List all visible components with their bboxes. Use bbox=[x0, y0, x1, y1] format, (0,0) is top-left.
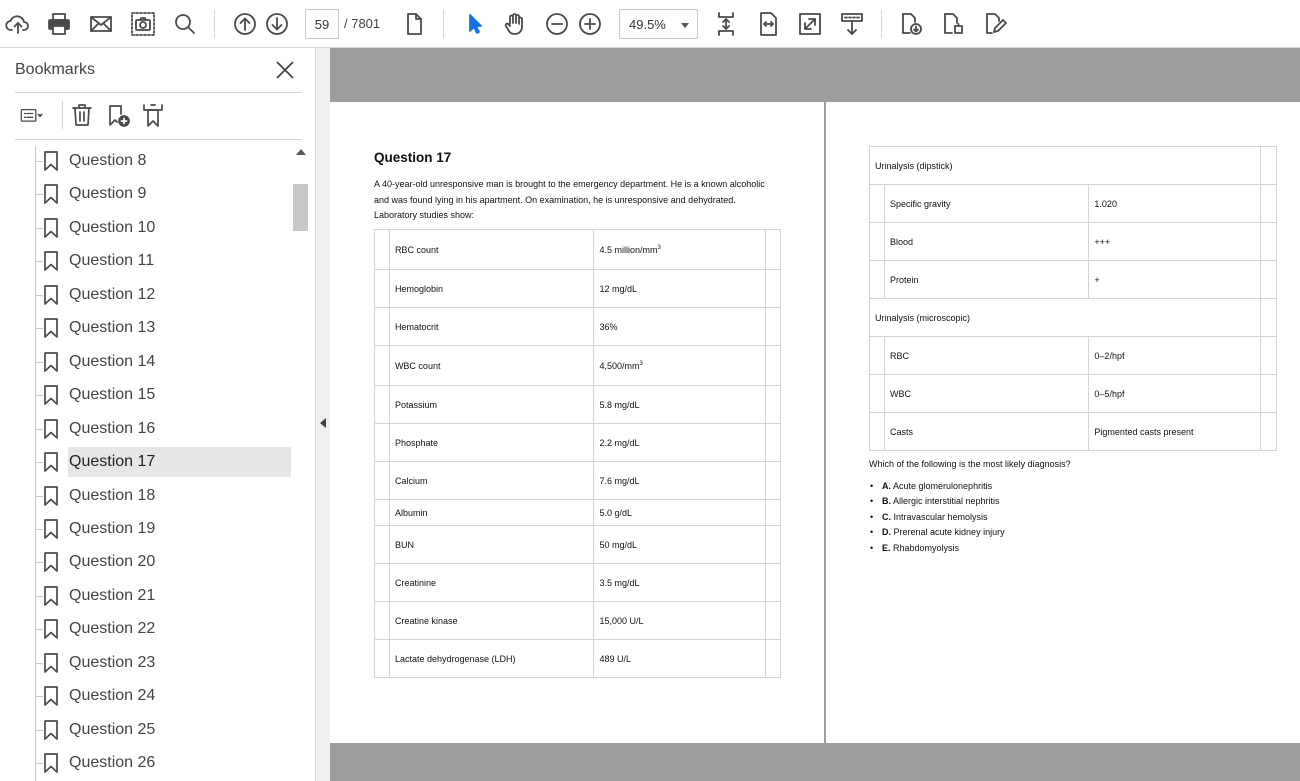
lab-name: Potassium bbox=[389, 386, 594, 424]
urinalysis-row bbox=[870, 413, 1277, 451]
answer-choice bbox=[869, 480, 1005, 495]
bookmark-item[interactable] bbox=[0, 179, 292, 209]
bookmark-label: Question 22 bbox=[69, 620, 156, 638]
zoom-in-icon[interactable] bbox=[574, 8, 606, 40]
bookmark-label: Question 17 bbox=[69, 453, 156, 471]
lab-value-text: 12 mg/dL bbox=[599, 283, 637, 294]
choice-letter: D. bbox=[882, 527, 891, 538]
lab-name: Phosphate bbox=[389, 424, 594, 462]
bookmark-label: Question 9 bbox=[69, 185, 147, 203]
answer-choice bbox=[869, 495, 1005, 510]
bookmark-label: Question 12 bbox=[69, 285, 156, 303]
bookmark-label: Question 10 bbox=[69, 218, 156, 236]
lab-name: Hemoglobin bbox=[389, 270, 594, 308]
bookmark-icon bbox=[43, 653, 59, 673]
scrollbar-thumb[interactable] bbox=[293, 184, 308, 231]
table-cell bbox=[375, 564, 390, 602]
lab-value-text: 4,500/mm bbox=[599, 360, 640, 371]
bookmark-item[interactable] bbox=[0, 146, 292, 176]
lab-name: Creatine kinase bbox=[389, 602, 594, 640]
print-icon[interactable] bbox=[43, 8, 75, 40]
test-name: RBC bbox=[884, 337, 1088, 375]
main-toolbar bbox=[0, 0, 1300, 48]
read-mode-icon[interactable] bbox=[836, 8, 868, 40]
table-cell bbox=[1261, 413, 1277, 451]
lab-row bbox=[375, 462, 781, 500]
bookmark-label: Question 19 bbox=[69, 519, 156, 537]
table-cell bbox=[766, 424, 781, 462]
table-cell bbox=[870, 375, 885, 413]
unit-superscript: 3 bbox=[639, 360, 643, 367]
lab-row bbox=[375, 270, 781, 308]
tree-connector bbox=[35, 429, 43, 430]
test-value: + bbox=[1089, 261, 1261, 299]
bookmark-icon bbox=[43, 251, 59, 271]
table-cell bbox=[1261, 147, 1277, 185]
bookmark-icon bbox=[43, 419, 59, 439]
answer-choice bbox=[869, 511, 1005, 526]
lab-value bbox=[594, 308, 766, 346]
search-icon[interactable] bbox=[169, 8, 201, 40]
urinalysis-row bbox=[870, 223, 1277, 261]
bookmark-item[interactable] bbox=[0, 481, 292, 511]
lab-name: Albumin bbox=[389, 500, 594, 526]
table-cell bbox=[766, 270, 781, 308]
urinalysis-row bbox=[870, 337, 1277, 375]
page-boundary bbox=[824, 102, 826, 743]
bookmarks-panel bbox=[0, 48, 316, 781]
close-icon[interactable] bbox=[272, 57, 298, 83]
table-cell bbox=[870, 337, 885, 375]
lab-name: Calcium bbox=[389, 462, 594, 500]
full-screen-icon[interactable] bbox=[794, 8, 826, 40]
bookmark-icon bbox=[43, 452, 59, 472]
collapse-panel-icon[interactable] bbox=[320, 418, 326, 428]
toolbar-divider bbox=[443, 10, 444, 38]
lab-value-text: 3.5 mg/dL bbox=[599, 577, 640, 588]
fit-page-icon[interactable] bbox=[710, 8, 742, 40]
lab-row bbox=[375, 526, 781, 564]
choice-text: Rhabdomyolysis bbox=[893, 542, 960, 553]
lab-value bbox=[594, 386, 766, 424]
table-cell bbox=[375, 462, 390, 500]
bookmark-icon bbox=[43, 486, 59, 506]
bookmark-item[interactable] bbox=[0, 715, 292, 745]
table-cell bbox=[375, 386, 390, 424]
lab-value-text: 2.2 mg/dL bbox=[599, 437, 640, 448]
bookmark-label: Question 14 bbox=[69, 352, 156, 370]
bookmark-tree bbox=[0, 146, 292, 781]
test-name: Protein bbox=[884, 261, 1088, 299]
tree-connector bbox=[35, 261, 43, 262]
table-cell bbox=[375, 270, 390, 308]
lab-value-text: 36% bbox=[599, 321, 618, 332]
page-up-icon[interactable] bbox=[229, 8, 261, 40]
zoom-out-icon[interactable] bbox=[541, 8, 573, 40]
table-cell bbox=[375, 230, 390, 270]
bookmark-label: Question 26 bbox=[69, 754, 156, 772]
table-cell bbox=[766, 462, 781, 500]
bookmark-icon bbox=[43, 285, 59, 305]
table-cell bbox=[766, 526, 781, 564]
bookmark-label: Question 24 bbox=[69, 687, 156, 705]
lab-row bbox=[375, 602, 781, 640]
table-cell bbox=[870, 185, 885, 223]
table-cell bbox=[1261, 261, 1277, 299]
bookmark-item[interactable] bbox=[0, 681, 292, 711]
lab-value-text: 5.0 g/dL bbox=[599, 507, 632, 518]
edit-pdf-icon[interactable] bbox=[979, 8, 1011, 40]
bookmark-item[interactable] bbox=[0, 213, 292, 243]
tree-connector bbox=[35, 161, 43, 162]
bookmark-item[interactable] bbox=[0, 447, 292, 477]
section-header: Urinalysis (dipstick) bbox=[870, 147, 1261, 185]
table-cell bbox=[766, 500, 781, 526]
test-name: Blood bbox=[884, 223, 1088, 261]
bookmark-label: Question 25 bbox=[69, 720, 156, 738]
bookmark-from-structure-icon[interactable] bbox=[136, 99, 170, 131]
bookmark-item[interactable] bbox=[0, 246, 292, 276]
lab-value bbox=[594, 564, 766, 602]
page-total-label: / 7801 bbox=[344, 16, 381, 31]
page-down-icon[interactable] bbox=[261, 8, 293, 40]
bookmark-item[interactable] bbox=[0, 648, 292, 678]
table-cell bbox=[375, 526, 390, 564]
lab-name: WBC count bbox=[389, 346, 594, 386]
toolbar-divider bbox=[881, 10, 882, 38]
table-cell bbox=[1261, 299, 1277, 337]
choice-letter: E. bbox=[882, 542, 891, 553]
bookmark-label: Question 13 bbox=[69, 319, 156, 337]
table-cell bbox=[375, 346, 390, 386]
test-value: 0–5/hpf bbox=[1089, 375, 1261, 413]
lab-value bbox=[594, 424, 766, 462]
test-value: 1.020 bbox=[1089, 185, 1261, 223]
bookmark-label: Question 18 bbox=[69, 486, 156, 504]
table-cell bbox=[375, 500, 390, 526]
lab-row bbox=[375, 230, 781, 270]
table-cell bbox=[766, 386, 781, 424]
bookmark-item[interactable] bbox=[0, 280, 292, 310]
table-cell bbox=[766, 640, 781, 678]
bookmark-item[interactable] bbox=[0, 313, 292, 343]
bookmark-label: Question 20 bbox=[69, 553, 156, 571]
lab-row bbox=[375, 640, 781, 678]
lab-row bbox=[375, 386, 781, 424]
question-stem: A 40-year-old unresponsive man is brought to the emergency department. He is a known alcoholic and was found lying in his apartment. On examination, he is unresponsive and dehydrated. Laboratory studies show: bbox=[374, 179, 765, 220]
question-title: Question 17 bbox=[374, 150, 452, 165]
table-cell bbox=[870, 223, 885, 261]
lab-value bbox=[594, 462, 766, 500]
table-cell bbox=[766, 230, 781, 270]
test-value: +++ bbox=[1089, 223, 1261, 261]
table-cell bbox=[766, 564, 781, 602]
bookmark-icon bbox=[43, 184, 59, 204]
bookmark-icon bbox=[43, 686, 59, 706]
select-tool-icon[interactable] bbox=[458, 8, 490, 40]
bookmark-label: Question 8 bbox=[69, 152, 147, 169]
lab-value bbox=[594, 526, 766, 564]
page-view-icon[interactable] bbox=[398, 8, 430, 40]
bookmark-item[interactable] bbox=[0, 414, 292, 444]
lab-name: Lactate dehydrogenase (LDH) bbox=[389, 640, 594, 678]
tree-connector bbox=[35, 228, 43, 229]
table-cell bbox=[375, 640, 390, 678]
upload-icon[interactable] bbox=[2, 8, 34, 40]
lab-row bbox=[375, 424, 781, 462]
lab-results-table bbox=[374, 229, 781, 678]
bookmark-item[interactable] bbox=[0, 748, 292, 778]
lab-value-text: 4.5 million/mm bbox=[599, 244, 658, 255]
tree-connector bbox=[35, 496, 43, 497]
urinalysis-section-row bbox=[870, 299, 1277, 337]
bookmark-label: Question 21 bbox=[69, 586, 156, 604]
lab-name: BUN bbox=[389, 526, 594, 564]
choice-letter: C. bbox=[882, 511, 891, 522]
tree-connector bbox=[35, 362, 43, 363]
choice-text: Intravascular hemolysis bbox=[893, 511, 988, 522]
bookmark-icon bbox=[43, 753, 59, 773]
urinalysis-row bbox=[870, 185, 1277, 223]
bookmark-icon bbox=[43, 519, 59, 539]
test-name: Casts bbox=[884, 413, 1088, 451]
answer-choices bbox=[869, 480, 1005, 557]
delete-bookmark-icon[interactable] bbox=[65, 99, 99, 131]
tree-connector bbox=[35, 562, 43, 563]
lab-value-text: 5.8 mg/dL bbox=[599, 399, 640, 410]
tree-connector bbox=[35, 295, 43, 296]
lab-value bbox=[594, 230, 766, 270]
table-cell bbox=[870, 261, 885, 299]
toolbar-divider bbox=[214, 10, 215, 38]
choice-text: Acute glomerulonephritis bbox=[893, 481, 993, 491]
bookmark-item[interactable] bbox=[0, 547, 292, 577]
table-cell bbox=[1261, 223, 1277, 261]
bookmark-label: Question 16 bbox=[69, 419, 156, 437]
bookmark-icon bbox=[43, 352, 59, 372]
bookmark-item[interactable] bbox=[0, 514, 292, 544]
tree-connector bbox=[35, 328, 43, 329]
hand-tool-icon[interactable] bbox=[499, 8, 531, 40]
question-prompt: Which of the following is the most likely diagnosis? bbox=[869, 459, 1071, 469]
lab-row bbox=[375, 308, 781, 346]
tree-connector bbox=[35, 763, 43, 764]
export-pdf-icon[interactable] bbox=[895, 8, 927, 40]
table-cell bbox=[1261, 337, 1277, 375]
panel-divider bbox=[15, 92, 302, 93]
lab-row bbox=[375, 564, 781, 602]
table-cell bbox=[1261, 375, 1277, 413]
section-header: Urinalysis (microscopic) bbox=[870, 299, 1261, 337]
bookmark-icon bbox=[43, 151, 59, 171]
panel-title: Bookmarks bbox=[15, 61, 96, 78]
test-name: WBC bbox=[884, 375, 1088, 413]
bookmark-item[interactable] bbox=[0, 581, 292, 611]
bookmark-item[interactable] bbox=[0, 380, 292, 410]
bookmark-icon bbox=[43, 385, 59, 405]
tree-connector bbox=[35, 194, 43, 195]
urinalysis-table bbox=[869, 146, 1277, 451]
tree-connector bbox=[35, 663, 43, 664]
tree-connector bbox=[35, 596, 43, 597]
choice-text: Allergic interstitial nephritis bbox=[893, 496, 1000, 507]
table-cell bbox=[375, 308, 390, 346]
tree-connector bbox=[35, 529, 43, 530]
chevron-down-icon bbox=[681, 23, 689, 28]
lab-row bbox=[375, 346, 781, 386]
lab-name: Creatinine bbox=[389, 564, 594, 602]
snapshot-icon[interactable] bbox=[127, 8, 159, 40]
panel-divider bbox=[15, 139, 302, 140]
lab-name: Hematocrit bbox=[389, 308, 594, 346]
fit-width-icon[interactable] bbox=[752, 8, 784, 40]
organize-pages-icon[interactable] bbox=[937, 8, 969, 40]
bookmark-icon bbox=[43, 218, 59, 238]
lab-value-text: 489 U/L bbox=[599, 653, 631, 664]
urinalysis-section-row bbox=[870, 147, 1277, 185]
choice-letter: A. bbox=[882, 481, 891, 491]
page-number-input[interactable] bbox=[305, 9, 339, 39]
table-cell bbox=[375, 424, 390, 462]
scroll-up-icon[interactable] bbox=[296, 149, 306, 155]
test-value: 0–2/hpf bbox=[1089, 337, 1261, 375]
table-cell bbox=[766, 308, 781, 346]
lab-value bbox=[594, 602, 766, 640]
bookmark-icon bbox=[43, 318, 59, 338]
tree-connector bbox=[35, 629, 43, 630]
tree-connector bbox=[35, 730, 43, 731]
lab-row bbox=[375, 500, 781, 526]
lab-value-text: 15,000 U/L bbox=[599, 615, 644, 626]
unit-superscript: 3 bbox=[657, 244, 661, 251]
answer-choice bbox=[869, 526, 1005, 541]
table-cell bbox=[375, 602, 390, 640]
bookmark-icon bbox=[43, 720, 59, 740]
table-cell bbox=[870, 413, 885, 451]
lab-value-text: 50 mg/dL bbox=[599, 539, 637, 550]
bookmark-item[interactable] bbox=[0, 347, 292, 377]
test-name: Specific gravity bbox=[884, 185, 1088, 223]
bookmark-label: Question 23 bbox=[69, 653, 156, 671]
tree-connector bbox=[35, 462, 43, 463]
email-icon[interactable] bbox=[85, 8, 117, 40]
tree-connector bbox=[35, 696, 43, 697]
lab-value bbox=[594, 270, 766, 308]
panel-scrollbar[interactable] bbox=[292, 146, 309, 781]
urinalysis-row bbox=[870, 261, 1277, 299]
answer-choice bbox=[869, 542, 1005, 557]
lab-name: RBC count bbox=[389, 230, 594, 270]
lab-value bbox=[594, 640, 766, 678]
panel-tool-divider bbox=[62, 101, 63, 129]
bookmark-icon bbox=[43, 586, 59, 606]
bookmark-item[interactable] bbox=[0, 614, 292, 644]
new-bookmark-icon[interactable] bbox=[101, 99, 135, 131]
bookmark-icon bbox=[43, 552, 59, 572]
urinalysis-row bbox=[870, 375, 1277, 413]
table-cell bbox=[766, 602, 781, 640]
bookmark-icon bbox=[43, 619, 59, 639]
choice-text: Prerenal acute kidney injury bbox=[893, 527, 1005, 538]
lab-value-text: 7.6 mg/dL bbox=[599, 475, 640, 486]
bookmark-label: Question 15 bbox=[69, 386, 156, 404]
bookmark-label: Question 11 bbox=[69, 252, 155, 270]
panel-splitter[interactable] bbox=[316, 48, 330, 781]
test-value: Pigmented casts present bbox=[1089, 413, 1261, 451]
lab-value bbox=[594, 500, 766, 526]
zoom-level-value: 49.5% bbox=[629, 17, 666, 32]
table-cell bbox=[1261, 185, 1277, 223]
tree-connector bbox=[35, 395, 43, 396]
zoom-level-select[interactable] bbox=[619, 9, 698, 39]
lab-value bbox=[594, 346, 766, 386]
bookmark-options-icon[interactable] bbox=[15, 99, 49, 131]
table-cell bbox=[766, 346, 781, 386]
choice-letter: B. bbox=[882, 496, 891, 507]
